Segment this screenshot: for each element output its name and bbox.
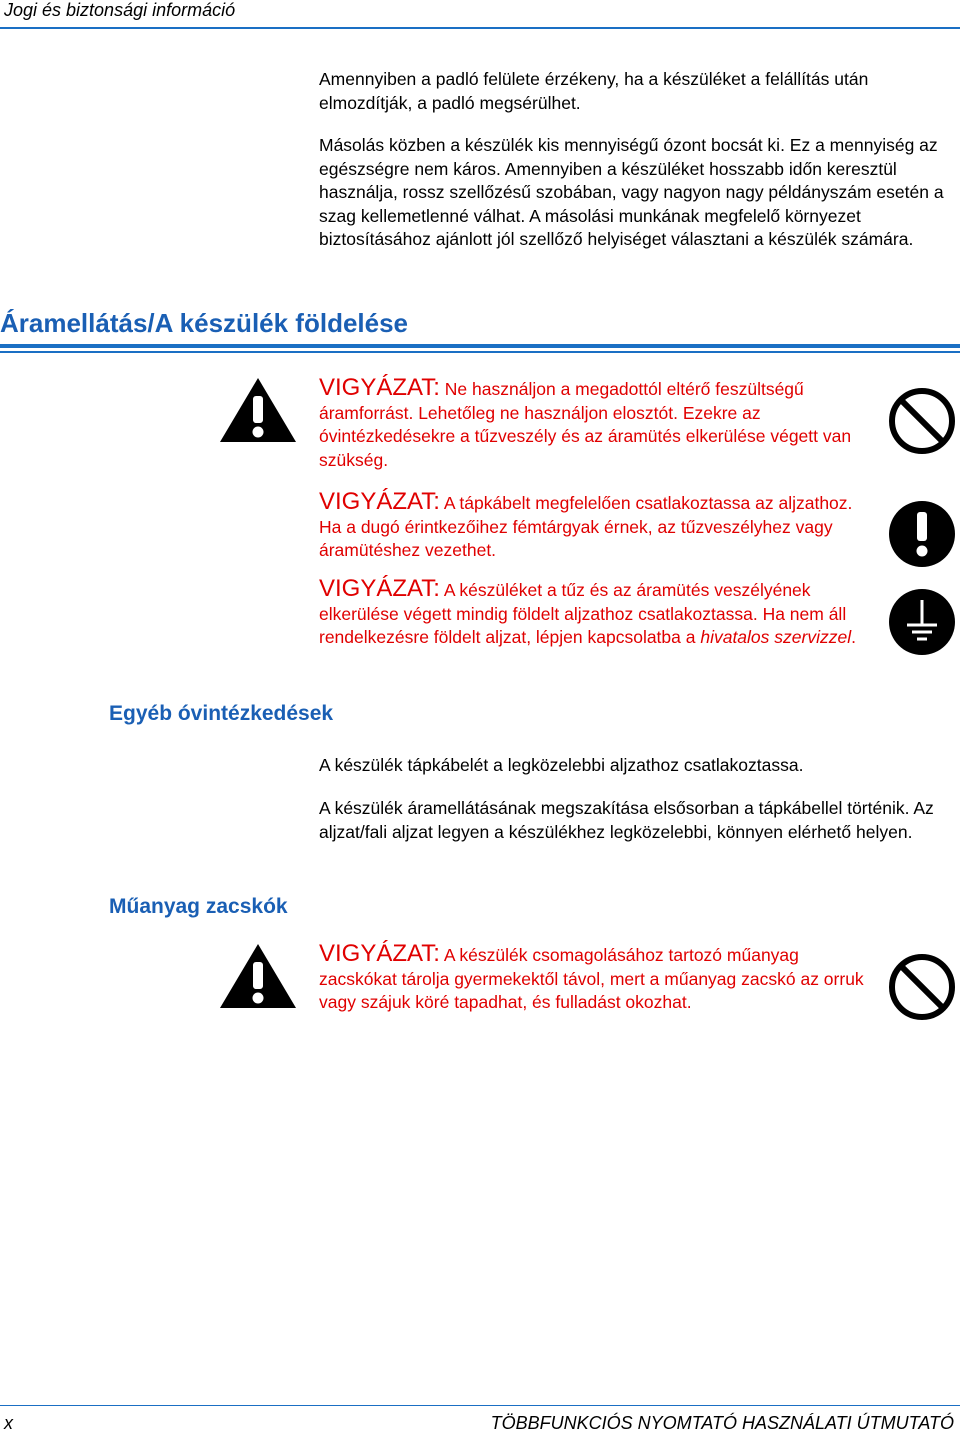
caution-plastic-bags-text: A készülék csomagolásához tartozó műanyag zacskókat tárolja gyermekektől távol, mert a műanyag zacskó az orruk vagy szájuk köré tapadhat, és fulladást okozhat.	[319, 945, 864, 1012]
page-number: x	[4, 1413, 13, 1433]
intro-paragraph-ozone: Másolás közben a készülék kis mennyiségű ózont bocsát ki. Ez a mennyiség az egészségre nem káros. Amennyiben a készüléket hosszabb időn keresztül használja, rossz szellőzésű szobában, vagy nagyon nagy példányszám esetén a szag kellemetlenné válhat. A másolási munkának megfelelő környezet biztosításához ajánlott jól szellőző helyiséget választani a készülék számára.	[319, 135, 944, 249]
other-paragraph-disconnect: A készülék áramellátásának megszakítása elsősorban a tápkábellel történik. Az aljzat/fali aljzat legyen a készülékhez legközelebbi, könnyen elérhető helyen.	[319, 798, 934, 842]
service-reference: hivatalos szervizzel	[700, 627, 852, 647]
ground-connection-icon	[888, 588, 956, 656]
caution-voltage-text: Ne használjon a megadottól eltérő feszültségű áramforrást. Lehetőleg ne használjon elosztót. Ezekre az óvintézkedésekre a tűzveszély és az áramütés elkerülése végett van szükség.	[319, 379, 852, 470]
footer-divider	[0, 1405, 960, 1406]
intro-paragraph-floor: Amennyiben a padló felülete érzékeny, ha a készüléket a felállítás után elmozdítják, a padló megsérülhet.	[319, 69, 869, 113]
warning-triangle-icon	[218, 942, 298, 1010]
warning-triangle-icon	[218, 376, 298, 444]
mandatory-action-icon	[888, 500, 956, 568]
caution-grounding	[319, 577, 879, 650]
caution-plastic-bags	[319, 942, 879, 1015]
plastic-bags-title: Műanyag zacskók	[109, 895, 288, 918]
caution-voltage	[319, 376, 879, 472]
caution-label: VIGYÁZAT:	[319, 575, 440, 602]
caution-grounding-text: A készüléket a tűz és az áramütés veszélyének elkerülése végett mindig földelt aljzathoz csatlakoztassa. Ha nem áll rendelkezésre földelt aljzat, lépjen kapcsolatba a	[319, 580, 847, 647]
caution-label: VIGYÁZAT:	[319, 374, 440, 401]
caution-power-cable	[319, 490, 879, 563]
page-header-title: Jogi és biztonsági információ	[4, 0, 236, 20]
caution-label: VIGYÁZAT:	[319, 488, 440, 515]
caution-label: VIGYÁZAT:	[319, 940, 440, 967]
caution-power-cable-text: A tápkábelt megfelelően csatlakoztassa az aljzathoz. Ha a dugó érintkezőihez fémtárgyak érnek, az tűzveszélyhez vagy áramütéshez vezethet.	[319, 493, 853, 560]
footer-manual-title: TÖBBFUNKCIÓS NYOMTATÓ HASZNÁLATI ÚTMUTATÓ	[490, 1413, 954, 1433]
prohibition-icon	[888, 387, 956, 455]
section-divider-thick	[0, 344, 960, 348]
other-paragraph-outlet: A készülék tápkábelét a legközelebbi aljzathoz csatlakoztassa.	[319, 755, 804, 775]
caution-grounding-end: .	[851, 627, 856, 647]
header-divider	[0, 27, 960, 29]
other-precautions-title: Egyéb óvintézkedések	[109, 702, 334, 725]
prohibition-icon	[888, 953, 956, 1021]
section-divider-thin	[0, 351, 960, 353]
section-title: Áramellátás/A készülék földelése	[0, 308, 409, 338]
